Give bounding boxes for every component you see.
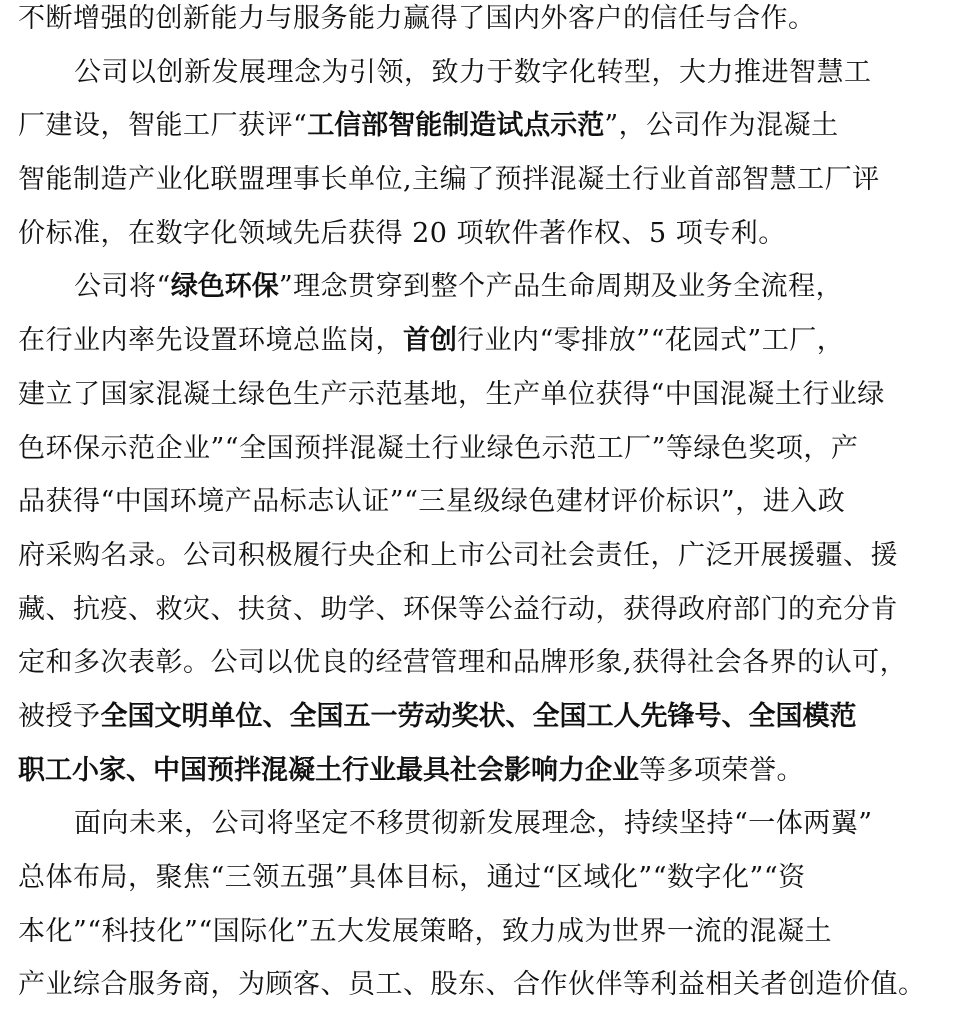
paragraph-line bbox=[18, 215, 948, 269]
text-run: 公司将“ bbox=[74, 271, 171, 303]
text-run: 厂建设，智能工厂获评“ bbox=[18, 110, 308, 142]
text-run: 价标准，在数字化领域先后获得 20 项软件著作权、5 项专利。 bbox=[18, 217, 786, 249]
paragraph-line bbox=[18, 913, 948, 967]
paragraph-line bbox=[18, 859, 948, 913]
bold-text-run: 全国文明单位、全国五一劳动奖状、全国工人先锋号、全国模范 bbox=[100, 700, 857, 732]
text-run: ”理念贯穿到整个产品生命周期及业务全流程， bbox=[278, 271, 844, 303]
paragraph-line bbox=[18, 322, 948, 376]
text-run: 行业内“零排放”“花园式”工厂， bbox=[457, 325, 845, 357]
text-run: 产业综合服务商，为顾客、员工、股东、合作伙伴等利益相关者创造价值。 bbox=[18, 969, 926, 1001]
text-run: 定和多次表彰。公司以优良的经营管理和品牌形象,获得社会各界的认可， bbox=[18, 647, 908, 679]
text-run: 公司以创新发展理念为引领，致力于数字化转型，大力推进智慧工 bbox=[74, 56, 872, 88]
text-run: 色环保示范企业”“全国预拌混凝土行业绿色示范工厂”等绿色奖项，产 bbox=[18, 432, 859, 464]
paragraph-line bbox=[18, 0, 948, 54]
paragraph-line bbox=[18, 805, 948, 859]
paragraph-line bbox=[18, 107, 948, 161]
paragraph-line bbox=[18, 376, 948, 430]
paragraph-line bbox=[18, 752, 948, 806]
paragraph-line bbox=[18, 161, 948, 215]
text-run: 品获得“中国环境产品标志认证”“三星级绿色建材评价标识”，进入政 bbox=[18, 486, 846, 518]
bold-text-run: 首创 bbox=[403, 325, 457, 357]
paragraph-line bbox=[18, 698, 948, 752]
bold-text-run: 工信部智能制造试点示范 bbox=[307, 110, 605, 142]
paragraph-line bbox=[18, 966, 948, 1020]
paragraph-line bbox=[18, 430, 948, 484]
paragraph-line bbox=[18, 54, 948, 108]
text-run: 被授予 bbox=[18, 700, 101, 732]
bold-text-run: 职工小家、中国预拌混凝土行业最具社会影响力企业 bbox=[18, 754, 639, 786]
text-run: 总体布局，聚焦“三领五强”具体目标，通过“区域化”“数字化”“资 bbox=[18, 862, 806, 893]
text-run: 等多项荣誉。 bbox=[639, 754, 804, 786]
text-run: 藏、抗疫、救灾、扶贫、助学、环保等公益行动，获得政府部门的充分肯 bbox=[18, 593, 898, 625]
document-body bbox=[18, 0, 948, 1020]
paragraph-line bbox=[18, 537, 948, 591]
text-run: 本化”“科技化”“国际化”五大发展策略，致力成为世界一流的混凝土 bbox=[18, 915, 833, 947]
text-run: 面向未来，公司将坚定不移贯彻新发展理念，持续坚持“一体两翼” bbox=[74, 808, 873, 840]
text-run: 府采购名录。公司积极履行央企和上市公司社会责任，广泛开展援疆、援 bbox=[18, 539, 898, 571]
text-run: 建立了国家混凝土绿色生产示范基地，生产单位获得“中国混凝土行业绿 bbox=[18, 378, 885, 410]
paragraph-line bbox=[18, 644, 948, 698]
paragraph-line bbox=[18, 483, 948, 537]
paragraph-line bbox=[18, 591, 948, 645]
text-run: ”，公司作为混凝土 bbox=[604, 110, 839, 142]
text-run: 智能制造产业化联盟理事长单位,主编了预拌混凝土行业首部智慧工厂评 bbox=[18, 164, 880, 196]
paragraph-line bbox=[18, 268, 948, 322]
bold-text-run: 绿色环保 bbox=[170, 271, 279, 303]
text-run: 在行业内率先设置环境总监岗， bbox=[18, 325, 403, 357]
text-run: 不断增强的创新能力与服务能力赢得了国内外客户的信任与合作。 bbox=[18, 3, 816, 34]
